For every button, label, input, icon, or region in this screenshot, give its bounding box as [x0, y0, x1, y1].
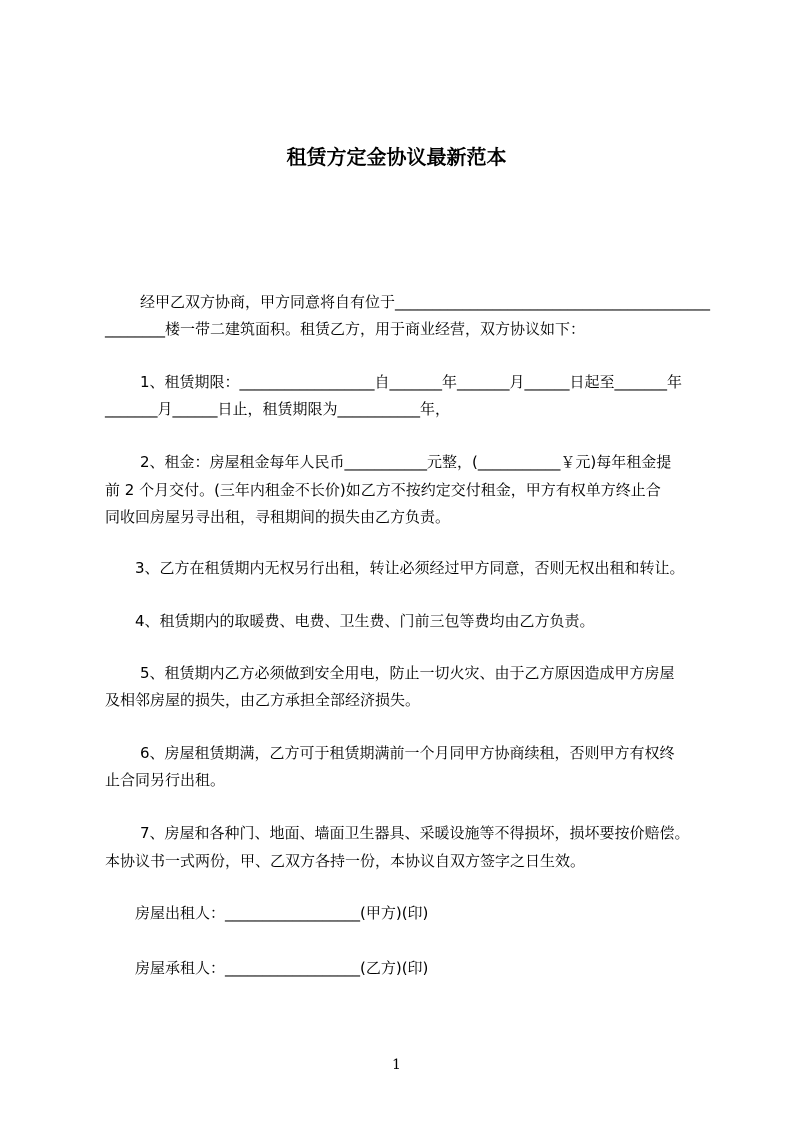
lessee-signature-line: 房屋承租人：__________________(乙方)(印) — [135, 959, 429, 977]
clause-2-line-3: 同收回房屋另寻出租，寻租期间的损失由乙方负责。 — [105, 508, 451, 526]
clause-6-line-2: 止合同另行出租。 — [105, 771, 226, 789]
clause-2-line-2: 前 2 个月交付。(三年内租金不长价)如乙方不按约定交付租金，甲方有权单方终止合 — [105, 481, 661, 499]
clause-5-line-1: 5、租赁期内乙方必须做到安全用电，防止一切火灾、由于乙方原因造成甲方房屋 — [140, 664, 675, 682]
lessor-signature-line: 房屋出租人：__________________(甲方)(印) — [135, 904, 429, 922]
clause-3-line-1: 3、乙方在租赁期内无权另行出租，转让必须经过甲方同意，否则无权出租和转让。 — [135, 559, 685, 577]
intro-line-1: 经甲乙双方协商，甲方同意将自有位于__________________________________________ — [140, 293, 711, 311]
clause-1-line-1: 1、租赁期限：__________________自_______年_______月______日起至_______年 — [140, 373, 683, 391]
page-number: 1 — [392, 1057, 401, 1073]
clause-7-line-1: 7、房屋和各种门、地面、墙面卫生器具、采暖设施等不得损坏，损坏要按价赔偿。 — [140, 824, 690, 842]
clause-6-line-1: 6、房屋租赁期满，乙方可于租赁期满前一个月同甲方协商续租，否则甲方有权终 — [140, 744, 675, 762]
clause-4-line-1: 4、租赁期内的取暖费、电费、卫生费、门前三包等费均由乙方负责。 — [135, 612, 595, 630]
document-title: 租赁方定金协议最新范本 — [286, 145, 507, 169]
clause-2-line-1: 2、租金：房屋租金每年人民币___________元整，(___________￥元)每年租金提 — [140, 453, 672, 471]
clause-1-line-2: _______月______日止，租赁期限为___________年， — [105, 400, 451, 418]
intro-line-2: ________楼一带二建筑面积。租赁乙方，用于商业经营，双方协议如下： — [105, 320, 586, 338]
clause-5-line-2: 及相邻房屋的损失，由乙方承担全部经济损失。 — [105, 691, 421, 709]
clause-7-line-2: 本协议书一式两份，甲、乙双方各持一份，本协议自双方签字之日生效。 — [105, 852, 586, 870]
